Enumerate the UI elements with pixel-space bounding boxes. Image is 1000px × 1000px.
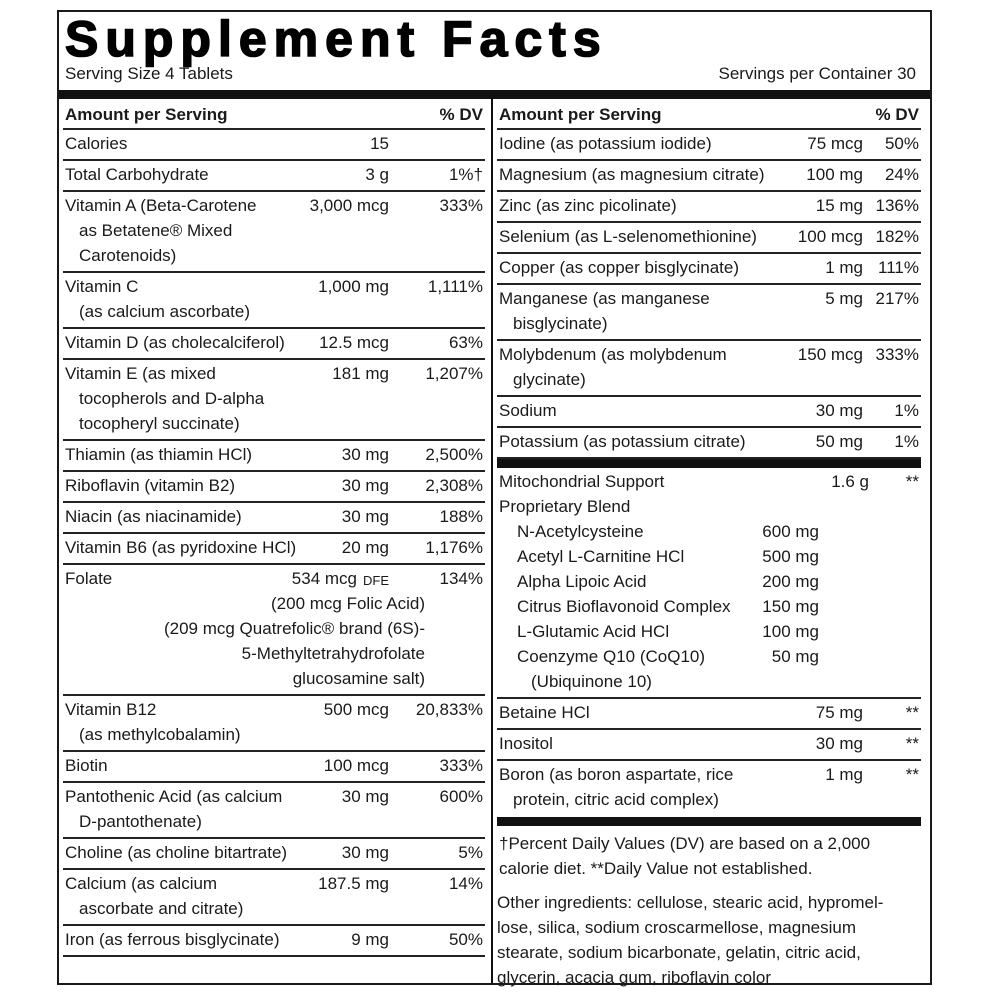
nutrient-name: Iodine (as potassium iodide) [499, 134, 712, 153]
nutrient-amount: 20 mg [341, 538, 389, 557]
other-ingredients-line: glycerin, acacia gum, riboflavin color [497, 968, 772, 987]
daily-value: 217% [875, 289, 919, 308]
footnote-line: †Percent Daily Values (DV) are based on a 2,000 [499, 834, 871, 853]
daily-value: 14% [448, 874, 483, 893]
nutrient-amount: 100 mcg [323, 756, 389, 775]
daily-value: 134% [439, 569, 483, 588]
nutrient-name: Zinc (as zinc picolinate) [499, 196, 677, 215]
nutrient-amount: 1 mg [825, 765, 863, 784]
nutrient-name: Calories [65, 134, 128, 153]
daily-value: 63% [448, 333, 483, 352]
nutrient-name: Folate [65, 569, 113, 588]
nutrient-row [63, 565, 485, 696]
nutrient-row [63, 783, 485, 839]
nutrient-name: Calcium (as calcium [65, 874, 218, 893]
nutrient-row [497, 254, 921, 285]
nutrient-row [497, 130, 921, 161]
nutrient-row [497, 761, 921, 817]
blend-ingredient: Alpha Lipoic Acid [517, 572, 647, 591]
daily-value: 50% [884, 134, 919, 153]
nutrient-name: Vitamin A (Beta-Carotene [65, 196, 257, 215]
nutrient-amount: 181 mg [332, 364, 389, 383]
nutrient-row [63, 752, 485, 783]
blend-ingredient-amount: 50 mg [771, 647, 819, 666]
left-header-row [63, 99, 485, 130]
daily-value: 1,111% [427, 277, 483, 296]
nutrient-row [497, 428, 921, 459]
nutrient-name: Molybdenum (as molybdenum [499, 345, 727, 364]
nutrient-amount: 30 mg [341, 843, 389, 862]
right-header-row [497, 99, 921, 130]
nutrient-name: Vitamin E (as mixed [65, 364, 216, 383]
nutrient-name: tocopherols and D-alpha [79, 389, 265, 408]
nutrient-amount: 75 mg [815, 703, 863, 722]
folate-detail: 5-Methyltetrahydrofolate [241, 644, 425, 663]
nutrient-row [497, 699, 921, 730]
daily-value: 188% [439, 507, 483, 526]
nutrient-row [63, 441, 485, 472]
nutrient-name: tocopheryl succinate) [79, 414, 240, 433]
nutrient-amount: 1,000 mg [318, 277, 389, 296]
dv-header: % DV [875, 105, 919, 124]
nutrient-name: (as calcium ascorbate) [79, 302, 251, 321]
nutrient-name: D-pantothenate) [79, 812, 202, 831]
left-column [63, 99, 485, 957]
nutrient-amount: 534 mcg [291, 569, 357, 588]
daily-value: 1% [894, 401, 919, 420]
nutrient-amount: 12.5 mcg [319, 333, 389, 352]
nutrient-row [497, 341, 921, 397]
nutrient-amount: 1 mg [825, 258, 863, 277]
daily-value: 24% [884, 165, 919, 184]
blend-ingredient-amount: 200 mg [762, 572, 819, 591]
nutrient-name: Betaine HCl [499, 703, 590, 722]
nutrient-row [63, 503, 485, 534]
daily-value: 20,833% [415, 700, 483, 719]
blend-ingredient-amount: 500 mg [762, 547, 819, 566]
nutrient-amount: 50 mg [815, 432, 863, 451]
dv-footnote [497, 826, 921, 881]
nutrient-name: (as methylcobalamin) [79, 725, 241, 744]
nutrient-name: Vitamin B12 [65, 700, 157, 719]
footnote-line: calorie diet. **Daily Value not established. [499, 859, 813, 878]
nutrient-name: Pantothenic Acid (as calcium [65, 787, 283, 806]
nutrient-name: Carotenoids) [79, 246, 177, 265]
nutrient-amount: 100 mg [806, 165, 863, 184]
nutrient-name: Niacin (as niacinamide) [65, 507, 242, 526]
daily-value: 333% [439, 756, 483, 775]
nutrient-amount: 15 mg [815, 196, 863, 215]
nutrient-row [63, 926, 485, 957]
nutrient-row [63, 192, 485, 273]
daily-value: ** [905, 765, 919, 784]
top-thick-divider [59, 90, 930, 99]
nutrient-name: glycinate) [513, 370, 586, 389]
blend-ingredient-amount: 150 mg [762, 597, 819, 616]
nutrient-row [63, 839, 485, 870]
amount-per-serving-header: Amount per Serving [65, 105, 228, 124]
other-ingredients-line: Other ingredients: cellulose, stearic acid, hypromel- [497, 893, 884, 912]
blend-amount: 1.6 g [831, 472, 869, 491]
servings-per-container: Servings per Container 30 [718, 64, 916, 83]
daily-value: ** [905, 472, 919, 491]
nutrient-name: bisglycinate) [513, 314, 608, 333]
daily-value: 333% [439, 196, 483, 215]
nutrient-amount: 30 mg [341, 507, 389, 526]
blend-ingredient: Citrus Bioflavonoid Complex [517, 597, 731, 616]
blend-ingredient: N-Acetylcysteine [517, 522, 644, 541]
nutrient-amount: 187.5 mg [318, 874, 389, 893]
nutrient-row [63, 472, 485, 503]
nutrient-name: Thiamin (as thiamin HCl) [65, 445, 253, 464]
nutrient-name: protein, citric acid complex) [513, 790, 719, 809]
nutrient-name: Biotin [65, 756, 108, 775]
nutrient-name: Iron (as ferrous bisglycinate) [65, 930, 280, 949]
nutrient-amount: 5 mg [825, 289, 863, 308]
nutrient-name: Vitamin D (as cholecalciferol) [65, 333, 285, 352]
blend-ingredient: Coenzyme Q10 (CoQ10) [517, 647, 706, 666]
supplement-facts-panel [57, 10, 932, 985]
folate-detail: (200 mcg Folic Acid) [271, 594, 425, 613]
nutrient-amount: 150 mcg [797, 345, 863, 364]
other-ingredients [497, 890, 927, 990]
nutrient-amount: 3,000 mcg [309, 196, 389, 215]
nutrient-row [63, 161, 485, 192]
nutrient-row [63, 534, 485, 565]
nutrient-amount: 9 mg [351, 930, 389, 949]
blend-ingredient-detail: (Ubiquinone 10) [531, 672, 652, 691]
nutrient-amount: 75 mcg [807, 134, 863, 153]
daily-value: 1,207% [425, 364, 483, 383]
nutrient-name: Vitamin C [65, 277, 139, 296]
thick-divider [497, 459, 921, 468]
other-ingredients-line: lose, silica, sodium croscarmellose, magnesium [497, 918, 857, 937]
daily-value: 2,500% [425, 445, 483, 464]
daily-value: 50% [448, 930, 483, 949]
nutrient-amount: 30 mg [341, 476, 389, 495]
daily-value: 136% [875, 196, 919, 215]
folate-detail: (209 mcg Quatrefolic® brand (6S)- [163, 619, 425, 638]
daily-value: 333% [875, 345, 919, 364]
nutrient-amount: 30 mg [815, 734, 863, 753]
blend-ingredient-amount: 100 mg [762, 622, 819, 641]
daily-value: 2,308% [425, 476, 483, 495]
nutrient-amount: 30 mg [341, 787, 389, 806]
nutrient-name: Boron (as boron aspartate, rice [499, 765, 734, 784]
other-ingredients-line: stearate, sodium bicarbonate, gelatin, citric acid, [497, 943, 861, 962]
amount-unit: DFE [363, 573, 389, 588]
nutrient-name: Total Carbohydrate [65, 165, 209, 184]
nutrient-name: as Betatene® Mixed [79, 221, 233, 240]
nutrient-amount: 500 mcg [323, 700, 389, 719]
daily-value: 1%† [448, 165, 483, 184]
nutrient-name: Copper (as copper bisglycinate) [499, 258, 740, 277]
daily-value: 1,176% [425, 538, 483, 557]
blend-ingredient: L-Glutamic Acid HCl [517, 622, 670, 641]
nutrient-amount: 30 mg [341, 445, 389, 464]
blend-ingredient: Acetyl L-Carnitine HCl [517, 547, 685, 566]
daily-value: 111% [878, 258, 919, 277]
nutrient-name: Riboflavin (vitamin B2) [65, 476, 236, 495]
daily-value: ** [905, 734, 919, 753]
daily-value: 5% [458, 843, 483, 862]
nutrient-name: Sodium [499, 401, 557, 420]
nutrient-name: Manganese (as manganese [499, 289, 710, 308]
nutrient-amount: 30 mg [815, 401, 863, 420]
nutrient-name: Magnesium (as magnesium citrate) [499, 165, 765, 184]
nutrient-name: Vitamin B6 (as pyridoxine HCl) [65, 538, 297, 557]
blend-name: Proprietary Blend [499, 497, 631, 516]
nutrient-row [63, 696, 485, 752]
nutrient-row [497, 192, 921, 223]
nutrient-row [63, 329, 485, 360]
proprietary-blend [497, 468, 921, 699]
folate-detail: glucosamine salt) [292, 669, 425, 688]
daily-value: ** [905, 703, 919, 722]
nutrient-row [497, 285, 921, 341]
nutrient-amount: 15 [370, 134, 389, 153]
panel-title: Supplement Facts [65, 11, 608, 67]
nutrient-row [497, 223, 921, 254]
nutrient-name: ascorbate and citrate) [79, 899, 244, 918]
nutrient-row [497, 397, 921, 428]
nutrient-amount: 3 g [365, 165, 389, 184]
daily-value: 1% [894, 432, 919, 451]
nutrient-amount: 100 mcg [797, 227, 863, 246]
nutrient-row [63, 870, 485, 926]
nutrient-row [497, 161, 921, 192]
daily-value: 182% [875, 227, 919, 246]
amount-per-serving-header: Amount per Serving [499, 105, 662, 124]
daily-value: 600% [439, 787, 483, 806]
blend-name: Mitochondrial Support [499, 472, 665, 491]
column-divider [491, 99, 493, 983]
nutrient-row [63, 130, 485, 161]
nutrient-name: Inositol [499, 734, 553, 753]
nutrient-row [63, 360, 485, 441]
nutrient-row [63, 273, 485, 329]
nutrient-row [497, 730, 921, 761]
thick-divider [497, 817, 921, 826]
blend-ingredient-amount: 600 mg [762, 522, 819, 541]
nutrient-name: Choline (as choline bitartrate) [65, 843, 288, 862]
nutrient-name: Selenium (as L-selenomethionine) [499, 227, 757, 246]
dv-header: % DV [439, 105, 483, 124]
serving-size: Serving Size 4 Tablets [65, 64, 233, 83]
right-column [497, 99, 921, 881]
nutrient-name: Potassium (as potassium citrate) [499, 432, 746, 451]
